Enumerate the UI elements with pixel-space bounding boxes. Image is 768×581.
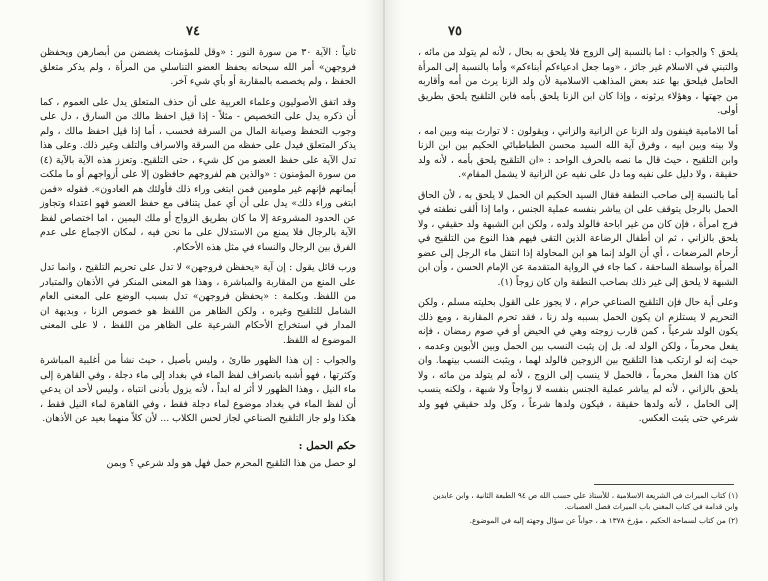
footnote: (٢) من كتاب لسماحة الحكيم ، مؤرخ ١٣٧٨ هـ ، جواباً عن سؤال وجهته إليه في الموضوع. bbox=[469, 516, 738, 525]
paragraph: ثانياً : الآية ٣٠ من سورة النور : «وقل للمؤمنات يغضضن من أبصارهن ويحفظن فروجهن» أمر الله سبحانه بحفظ العضو التناسلي من المرأة ، ولم يذكر متعلق الحفظ ، ولم يخصصه بالمقاربة أو بأي شيء آخر. bbox=[40, 47, 356, 87]
footnote-divider bbox=[594, 484, 734, 485]
page-body bbox=[40, 46, 356, 478]
right-page bbox=[384, 0, 768, 581]
footnote: (١) كتاب الميراث في الشريعة الاسلامية ، للأستاذ علي حسب الله ص ٩٤ الطبعة الثانية ، وابن عابدين وابن قدامة في كتاب المغني باب الميراث فصل العصبات. bbox=[432, 491, 738, 511]
paragraph: وقد اتفق الأصوليون وعلماء العربية على أن حذف المتعلق يدل على العموم ، كما أن ذكره يدل على التخصيص - مثلاً - إذا قيل احفظ مالك من السارق ، دل على وجوب التحفظ وصيانة المال من السرقة فحسب ، أما إذا قيل احفظ مالك ، ولم يذكر المتعلق فيدل على حفظه من السرقة والاسراف والتلف وغير ذلك. وعلى هذا تدل الآية على حفظ العضو من كل شيء ، حتى التلقيح. وتعزز هذه الآية بالآية (٤) من سورة المؤمنون : «والذين هم لفروجهم حافظون إلا على أزواجهم أو ما ملكت أيمانهم فإنهم غير ملومين فمن ابتغى وراء ذلك فأولئك هم العادون». فقوله «فمن ابتغى وراء ذلك» يدل على أن أي عمل يتنافى مع حفظ العضو فهو اعتداء وتجاوز عن الحدود المشروعة إلا ما كان بطريق الزواج أو ملك اليمين ، اما اختصاص لفظ الآية بالرجال فلا يمنع من الاستدلال على ما نحن فيه ، لمكان الاجماع على عدم الفرق بين الرجال والنساء في مثل هذه الأحكام. bbox=[40, 96, 356, 253]
paragraph: يلحق ؟ والجواب : اما بالنسبة إلى الزوج فلا يلحق به بحال ، لأنه لم يتولد من مائه ، والتبني في الاسلام غير جائز ، «وما جعل ادعياءكم أبناءكم» وأما بالنسبة إلى المرأة الحامل فيلحق بها عند بعض المذاهب الاسلامية لأن ولد الزنا يرث من أمه وأقاربه من جهتها ، وهؤلاء يرثونه ، وإذا كان ابن الزنا يلحق بأمه فابن التلقيح يلحق بطريق أولى. bbox=[418, 47, 738, 116]
book-gutter bbox=[383, 0, 385, 581]
paragraph: لو حصل من هذا التلقيح المحرم حمل فهل هو ولد شرعي ؟ وبمن bbox=[106, 458, 356, 469]
paragraph: ورب قائل يقول : إن آية «يحفظن فروجهن» لا تدل على تحريم التلقيح ، وانما تدل على المنع من المقاربة والمباشرة ، وهذا هو المعنى المنكر في الأذهان والمتبادر من اللفظ. وبكلمة : «يحفظن فروجهن» تدل بسبب الوضع على المعنى العام الشامل للتلقيح وغيره ، ولكن الظاهر من اللفظ هو خصوص الزنا ، وبديهة ان المدار في استخراج الأحكام الشرعية على الظاهر من اللفظ ، لا على المعنى الموضوع له اللفظ. bbox=[40, 262, 356, 346]
page-number: ٧٥ bbox=[448, 24, 462, 39]
gutter-shadow bbox=[365, 0, 383, 581]
paragraph: أما الامامية فينفون ولد الزنا عن الزانية والزاني ، ويقولون : لا توارث بينه وبين امه ، ولا بينه وبين ابيه ، وفرق آية الله السيد محسن الطباطبائي الحكيم بين ابن الزنا وابن التلقيح ، حيث قال ما نصه بالحرف الواحد : «ان التلقيح يلحق بأمه ، لأنه ولد حقيقة ، ولا دليل على نفيه وما دل على نفيه عن الزانية لا يشمل المقام». bbox=[418, 125, 738, 180]
page-body bbox=[418, 46, 738, 433]
paragraph: أما بالنسبة إلى صاحب النطفة فقال السيد الحكيم ان الحمل لا يلحق به ، لأن الحاق الحمل بالرجل يتوقف على ان يباشر بنفسه عملية الجنس ، واما إذا ألقى نطفته في فرج امرأة ، فإن كان من غير اباحة فالولد ولده ، ولكن ابن الشبهة ولد حقيقي ، ولا يلحق بالزاني ، ثم ان أطفال الرضاعة الذين التقى فيهم هذا النوع من التلقيح في أرحام المرضعات ، أي أن الولد إنما هو ابن المحاولة إذا انتقل ماء الرجل إلى عضو المرأة بواسطة الساحقة ، كما جاء في الرواية المتقدمة عن الإمام الحسن ، وأن ابن الشبهة لا يلحق إلى غير ذلك بصاحب النطفة وان كان زوجاً (١). bbox=[418, 189, 738, 288]
page-number: ٧٤ bbox=[186, 24, 200, 39]
footnotes bbox=[418, 490, 738, 529]
gutter-shadow bbox=[384, 0, 402, 581]
paragraph: وعلى أية حال فإن التلقيح الصناعي حرام ، لا يجوز على القول بحليته مسلم ، ولكن التحريم لا يستلزم ان يكون الحمل بسببه ولد زنا ، فقد تحرم المقاربة ، ومع ذلك يكون الولد شرعياً ، كمن قارب زوجته وهي في الحيض أو في صوم رمضان ، فإنه يفعل محرماً ، ولكن الولد له. بل إن يثبت النسب بين الحمل وبين الأبوين وعدمه ، حيث إنه لو ارتكب هذا التلقيح بين الزوجين فالولد لهما ، ويثبت النسب بينهما. وان كان هذا الفعل محرماً ، فالحمل لا ينسب إلى الزوج ، لأنه لم يتولد من مائه ، ولا يلحق بالزاني ، لأنه لم يباشر عملية الجنس بنفسه لا زواجاً ولا شبهة ، ولكنه ينسب إلى الحامل ، لأنه ولدها حقيقة ، فيكون ولدها شرعاً ، وكل ولد حقيقي فهو ولد شرعي حتى يثبت العكس. bbox=[418, 297, 738, 424]
section-heading: حكم الحمل : bbox=[298, 439, 356, 452]
paragraph: والجواب : إن هذا الظهور طارئ ، وليس بأصيل ، حيث نشأ من أغلبية المباشرة وكثرتها ، فهو أشبه بانصراف لفظ الماء في بغداد إلى ماء دجلة ، وفي القاهرة إلى ماء النيل ، وهذا الظهور لا أثر له ابداً ، لأنه يزول بأدنى انتباه ، وليس لأحد ان يدعي أن لفظ الماء في بغداد موضوع لماء دجلة فقط ، وفي القاهرة لماء النيل فقط ، هكذا ولو جاز التلقيح الصناعي لجاز لحس الكلاب ... لأن كلاً منهما بعيد عن الأذهان. bbox=[40, 355, 356, 424]
